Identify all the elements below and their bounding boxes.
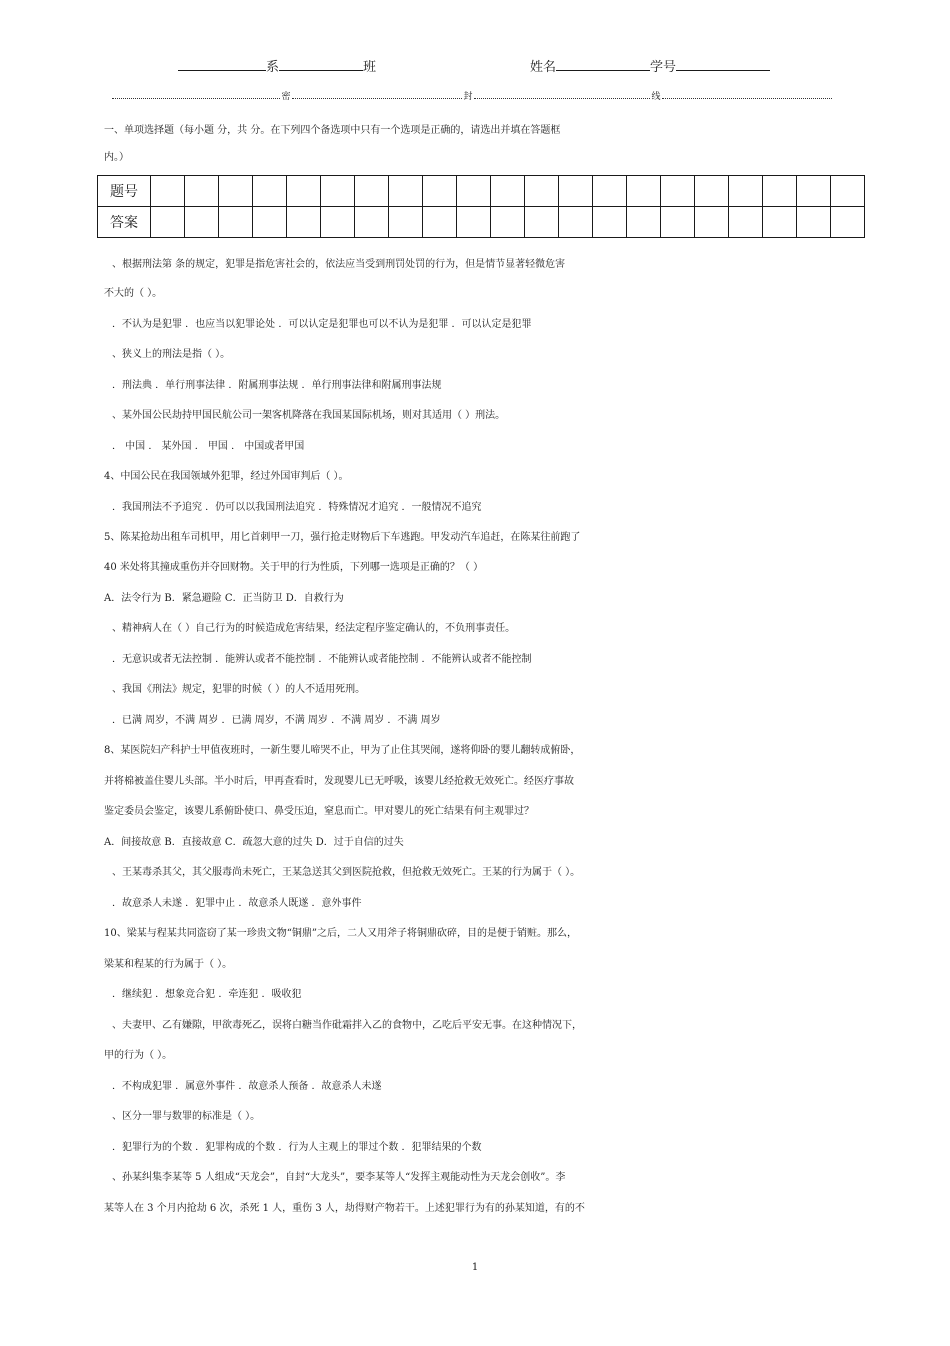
answer-cell[interactable] — [491, 207, 525, 238]
answer-cell[interactable] — [253, 207, 287, 238]
answer-cell[interactable] — [763, 207, 797, 238]
id-label: 学号 — [650, 60, 677, 75]
seal-xian: 线 — [651, 92, 661, 102]
grid-cell — [185, 176, 219, 207]
q1-stem: 、根据刑法第 条的规定，犯罪是指危害社会的，依法应当受到刑罚处罚的行为，但是情节显著轻微危害 — [112, 259, 566, 270]
grid-cell — [253, 176, 287, 207]
grid-cell — [661, 176, 695, 207]
q4-options: ．我国刑法不予追究 ．仍可以以我国刑法追究 ．特殊情况才追究 ．一般情况不追究 — [112, 502, 482, 513]
q8-stem: 8、某医院妇产科护士甲值夜班时，一新生婴儿啼哭不止，甲为了止住其哭闹，遂将仰卧的婴儿翻转成俯卧， — [104, 745, 581, 756]
grid-cell — [729, 176, 763, 207]
answer-cell[interactable] — [185, 207, 219, 238]
q3-stem: 、某外国公民劫持甲国民航公司一架客机降落在我国某国际机场，则对其适用（ ）刑法。 — [112, 410, 506, 421]
seal-mi: 密 — [281, 92, 291, 102]
answer-row — [98, 207, 865, 238]
class-blank[interactable] — [279, 57, 363, 71]
dept-field[interactable] — [178, 57, 376, 75]
q5-stem-cont: 40 米处将其撞成重伤并夺回财物。关于甲的行为性质，下列哪一选项是正确的？（ ） — [104, 562, 484, 573]
grid-cell — [355, 176, 389, 207]
q11-options: ．不构成犯罪 ．属意外事件 ．故意杀人预备 ．故意杀人未遂 — [112, 1081, 382, 1092]
answer-cell[interactable] — [321, 207, 355, 238]
section-title-cont: 内。） — [104, 152, 129, 163]
answer-cell[interactable] — [695, 207, 729, 238]
grid-cell — [423, 176, 457, 207]
answer-cell[interactable] — [423, 207, 457, 238]
answer-cell[interactable] — [831, 207, 865, 238]
grid-cell — [695, 176, 729, 207]
id-blank[interactable] — [676, 57, 770, 71]
grid-cell — [457, 176, 491, 207]
answer-cell[interactable] — [355, 207, 389, 238]
answer-label: 答案 — [98, 207, 151, 238]
grid-cell — [219, 176, 253, 207]
answer-grid — [97, 175, 865, 238]
q1-options: ．不认为是犯罪 ．也应当以犯罪论处 ．可以认定是犯罪也可以不认为是犯罪 ．可以认定是犯罪 — [112, 319, 532, 330]
q10-stem: 10、梁某与程某共同盗窃了某一珍贵文物“铜鼎”之后，二人又用斧子将铜鼎砍碎，目的是便于销赃。那么， — [104, 928, 577, 939]
answer-cell[interactable] — [389, 207, 423, 238]
q9-stem: 、王某毒杀其父，其父服毒尚未死亡，王某急送其父到医院抢救，但抢救无效死亡。王某的行为属于（ ）。 — [112, 867, 581, 878]
seal-line — [112, 90, 838, 104]
grid-cell — [491, 176, 525, 207]
answer-cell[interactable] — [219, 207, 253, 238]
grid-cell — [525, 176, 559, 207]
q11-stem: 、夫妻甲、乙有嫌隙，甲欲毒死乙，误将白糖当作砒霜拌入乙的食物中，乙吃后平安无事。在这种情况下， — [112, 1020, 582, 1031]
q2-stem: 、狭义上的刑法是指（ ）。 — [112, 349, 231, 360]
q1-stem-cont: 不大的（ ）。 — [104, 288, 163, 299]
answer-cell[interactable] — [457, 207, 491, 238]
q12-stem: 、区分一罪与数罪的标准是（ ）。 — [112, 1111, 261, 1122]
name-label: 姓名 — [530, 60, 557, 75]
q3-options: ． 中国 ． 某外国 ． 甲国 ． 中国或者甲国 — [112, 441, 305, 452]
q13-stem-cont: 某等人在 3 个月内抢劫 6 次，杀死 1 人，重伤 3 人，劫得财产物若干。上述犯罪行为有的孙某知道，有的不 — [104, 1203, 585, 1214]
q12-options: ．犯罪行为的个数 ．犯罪构成的个数 ．行为人主观上的罪过个数 ．犯罪结果的个数 — [112, 1142, 482, 1153]
question-number-row — [98, 176, 865, 207]
grid-cell — [797, 176, 831, 207]
q9-options: ．故意杀人未遂 ．犯罪中止 ．故意杀人既遂 ．意外事件 — [112, 898, 362, 909]
seal-feng: 封 — [463, 92, 473, 102]
answer-cell[interactable] — [627, 207, 661, 238]
answer-cell[interactable] — [729, 207, 763, 238]
grid-cell — [321, 176, 355, 207]
grid-cell — [287, 176, 321, 207]
q8-stem-cont: 并将棉被盖住婴儿头部。半小时后，甲再查看时，发现婴儿已无呼吸，该婴儿经抢救无效死亡。经医疗事故 — [104, 776, 574, 787]
grid-cell — [627, 176, 661, 207]
q7-stem: 、我国《刑法》规定，犯罪的时候（ ）的人不适用死刑。 — [112, 684, 366, 695]
name-blank[interactable] — [556, 57, 650, 71]
q6-options: ．无意识或者无法控制 ．能辨认或者不能控制 ．不能辨认或者能控制 ．不能辨认或者不能控制 — [112, 654, 532, 665]
answer-cell[interactable] — [593, 207, 627, 238]
q7-options: ．已满 周岁，不满 周岁 ．已满 周岁，不满 周岁 ．不满 周岁 ．不满 周岁 — [112, 715, 441, 726]
dept-label: 系 — [266, 60, 280, 75]
answer-cell[interactable] — [151, 207, 185, 238]
section-title: 一、单项选择题（每小题 分，共 分。在下列四个备选项中只有一个选项是正确的，请选出并填在答题框 — [104, 125, 561, 136]
grid-cell — [763, 176, 797, 207]
q10-stem-cont: 梁某和程某的行为属于（ ）。 — [104, 959, 233, 970]
q8-stem-cont2: 鉴定委员会鉴定，该婴儿系俯卧使口、鼻受压迫，窒息而亡。甲对婴儿的死亡结果有何主观罪过？ — [104, 806, 534, 817]
question-number-label: 题号 — [98, 176, 151, 207]
grid-cell — [559, 176, 593, 207]
answer-cell[interactable] — [525, 207, 559, 238]
q6-stem: 、精神病人在（ ）自己行为的时候造成危害结果，经法定程序鉴定确认的，不负刑事责任。 — [112, 623, 516, 634]
answer-cell[interactable] — [797, 207, 831, 238]
q5-options: A．法令行为 B．紧急避险 C．正当防卫 D．自救行为 — [104, 593, 344, 604]
dept-blank[interactable] — [178, 57, 266, 71]
answer-cell[interactable] — [287, 207, 321, 238]
answer-cell[interactable] — [559, 207, 593, 238]
answer-cell[interactable] — [661, 207, 695, 238]
grid-cell — [151, 176, 185, 207]
class-label: 班 — [363, 60, 377, 75]
q4-stem: 4、中国公民在我国领域外犯罪，经过外国审判后（ ）。 — [104, 471, 349, 482]
q2-options: ．刑法典 ．单行刑事法律 ．附属刑事法规 ．单行刑事法律和附属刑事法规 — [112, 380, 442, 391]
grid-cell — [389, 176, 423, 207]
student-info[interactable] — [530, 57, 770, 75]
q8-options: A．间接故意 B．直接故意 C．疏忽大意的过失 D．过于自信的过失 — [104, 837, 404, 848]
page-number: 1 — [471, 1262, 479, 1273]
q10-options: ．继续犯 ．想象竞合犯 ．牵连犯 ．吸收犯 — [112, 989, 302, 1000]
q5-stem: 5、陈某抢劫出租车司机甲，用匕首刺甲一刀，强行抢走财物后下车逃跑。甲发动汽车追赶，在陈某往前跑了 — [104, 532, 581, 543]
grid-cell — [831, 176, 865, 207]
q13-stem: 、孙某纠集李某等 5 人组成“天龙会”，自封“大龙头”，要李某等人“发挥主观能动性为天龙会创收”。李 — [112, 1172, 566, 1183]
q11-stem-cont: 甲的行为（ ）。 — [104, 1050, 173, 1061]
grid-cell — [593, 176, 627, 207]
